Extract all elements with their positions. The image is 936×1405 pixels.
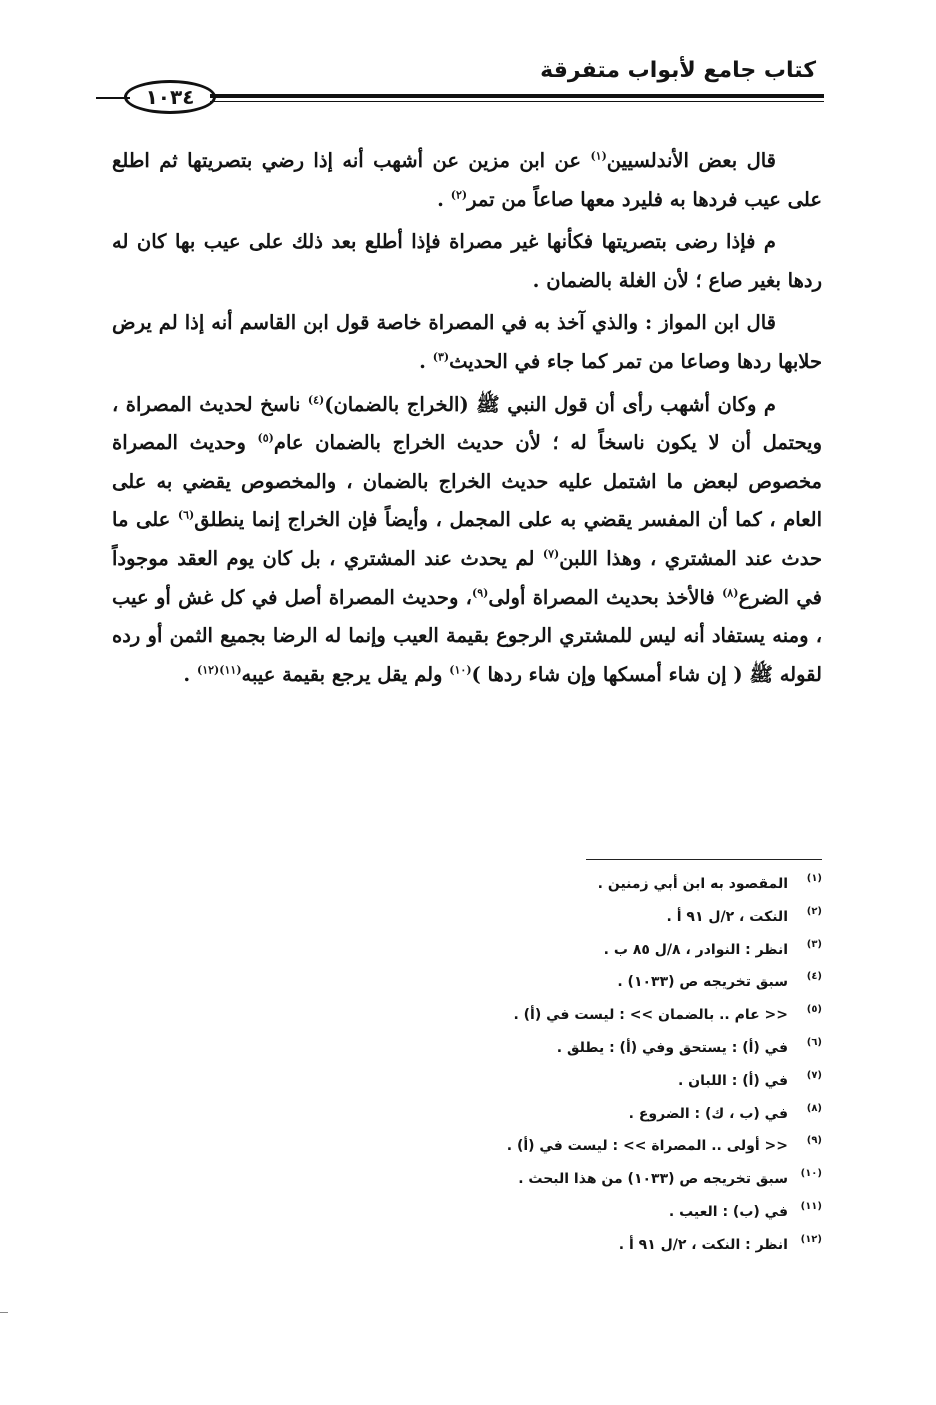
footnote-ref-9[interactable]: (٩): [471, 586, 489, 600]
footnote-item: [392, 1067, 822, 1100]
footnote-ref-12[interactable]: (١٢): [197, 663, 220, 677]
text-span: على ما حدث عند المشتري ، وهذا اللبن: [112, 508, 822, 570]
footnote-ref-6[interactable]: (٦): [177, 508, 195, 522]
footnote-number: (٣): [806, 938, 822, 950]
footnote-text: انظر : النوادر ، ٨/ل ٨٥ ب .: [603, 941, 788, 958]
footnote-text: << عام .. بالضمان >> : ليست في (أ) .: [513, 1007, 788, 1024]
footnote-number: (٦): [806, 1036, 822, 1048]
footnote-text: في (أ) : يستحق وفي (أ) : يطلق .: [556, 1039, 788, 1056]
main-text: [112, 142, 822, 698]
footnote-number: (٩): [806, 1135, 822, 1147]
text-span: ولم يقل يرجع بقيمة عيبه: [241, 662, 450, 686]
footnote-number: (١٢): [800, 1233, 822, 1245]
paragraph-2: [112, 223, 822, 300]
page-number: ١٠٣٤: [124, 80, 216, 114]
footnote-ref-10[interactable]: (١٠): [449, 663, 472, 677]
footnote-item: [392, 1198, 822, 1231]
footnote-ref-5[interactable]: (٥): [257, 431, 274, 445]
footnote-item: [392, 936, 822, 969]
paragraph-4: [112, 386, 822, 695]
footnote-ref-8[interactable]: (٨): [722, 586, 739, 600]
text-span: لم يحدث عند المشتري ، بل كان يوم العقد موجوداً في الضرع: [112, 546, 822, 609]
footnote-ref-7[interactable]: (٧): [542, 547, 560, 561]
text-span: عن ابن مزين عن أشهب أنه إذا رضي بتصريتها ثم اطلع على عيب فردها به فليرد معها صاعاً من تمر: [112, 149, 822, 211]
footnote-item: [392, 1034, 822, 1067]
footnote-number: (٥): [806, 1004, 822, 1016]
footnote-text: انظر : النكت ، ٢/ل ٩١ أ .: [618, 1236, 788, 1253]
footnote-item: [392, 1165, 822, 1198]
footnote-ref-3[interactable]: (٣): [432, 350, 450, 364]
footnote-text: في (ب) : العيب .: [668, 1203, 788, 1220]
footnote-item: [392, 870, 822, 903]
footnote-item: [392, 1100, 822, 1133]
text-span: م وكان أشهب رأى أن قول النبي ﷺ (الخراج بالضمان): [324, 392, 776, 416]
footnote-item: [392, 903, 822, 936]
footnote-item: [392, 1132, 822, 1165]
footnote-text: سبق تخريجه ص (١٠٣٣) .: [617, 974, 788, 991]
footnote-item: [392, 968, 822, 1001]
footnote-ref-4[interactable]: (٤): [307, 393, 325, 407]
footnote-item: [392, 1001, 822, 1034]
footnote-text: سبق تخريجه ص (١٠٣٣) من هذا البحث .: [518, 1171, 788, 1188]
footnote-number: (٨): [806, 1102, 822, 1114]
text-span: .: [183, 662, 197, 686]
text-span: ناسخ لحديث المصراة ، ويحتمل أن لا يكون ناسخاً له ؛ لأن حديث الخراج بالضمان عام: [112, 392, 822, 455]
footnote-number: (١٠): [800, 1168, 822, 1180]
footnote-ref-2[interactable]: (٢): [450, 188, 468, 202]
footnote-ref-1[interactable]: (١): [590, 149, 607, 163]
text-span: ، وحديث المصراة أصل في كل غش أو عيب ، ومنه يستفاد أنه ليس للمشتري الرجوع بقيمة العيب وإنما له الرضا بجميع الثمن أو رده لقوله ﷺ ( إن شاء أمسكها وإن شاء ردها ): [112, 585, 822, 686]
footnote-number: (٧): [806, 1069, 822, 1081]
header-rule-thick: [210, 94, 824, 98]
footnote-item: [392, 1231, 822, 1264]
text-span: م فإذا رضى بتصريتها فكأنها غير مصراة فإذا أطلع بعد ذلك على عيب بها كان له ردها بغير صاع ؛ لأن الغلة بالضمان .: [112, 230, 822, 292]
footnote-text: المقصود به ابن أبي زمنين .: [597, 876, 788, 892]
footnote-text: في (أ) : اللبان .: [677, 1072, 788, 1089]
footnote-text: << أولى .. المصراة >> : ليست في (أ) .: [506, 1138, 788, 1155]
footnote-ref-11[interactable]: (١١): [219, 663, 242, 677]
running-header-title: كتاب جامع لأبواب متفرقة: [540, 58, 816, 83]
paragraph-1: [112, 142, 822, 219]
footnotes-list: [392, 870, 822, 1264]
text-span: .: [419, 349, 433, 373]
footnote-number: (١١): [800, 1200, 822, 1212]
text-span: فالأخذ بحديث المصراة أولى: [488, 585, 723, 609]
text-span: .: [437, 187, 451, 211]
text-span: وحديث المصراة مخصوص لبعض ما اشتمل عليه حديث الخراج بالضمان ، والمخصوص يقضي به على العام ، كما أن المفسر يقضي به على المجمل ، وأيضاً فإن الخراج إنما ينطلق: [112, 431, 822, 532]
text-span: قال بعض الأندلسيين: [606, 149, 777, 172]
footnote-number: (٤): [806, 971, 822, 983]
footnote-number: (٢): [806, 905, 822, 917]
text-span: قال ابن المواز : والذي آخذ به في المصراة خاصة قول ابن القاسم أنه إذا لم يرض حلابها ردها وصاعا من تمر كما جاء في الحديث: [112, 311, 822, 373]
header-rule-thin: [210, 101, 824, 102]
paragraph-3: [112, 304, 822, 381]
footnote-separator: [586, 859, 822, 860]
footnote-text: النكت ، ٢/ل ٩١ أ .: [666, 908, 788, 925]
footnote-text: في (ب ، ك) : الضروع .: [628, 1105, 788, 1122]
scan-edge-mark: [0, 1312, 8, 1313]
footnote-number: (١): [806, 873, 822, 884]
